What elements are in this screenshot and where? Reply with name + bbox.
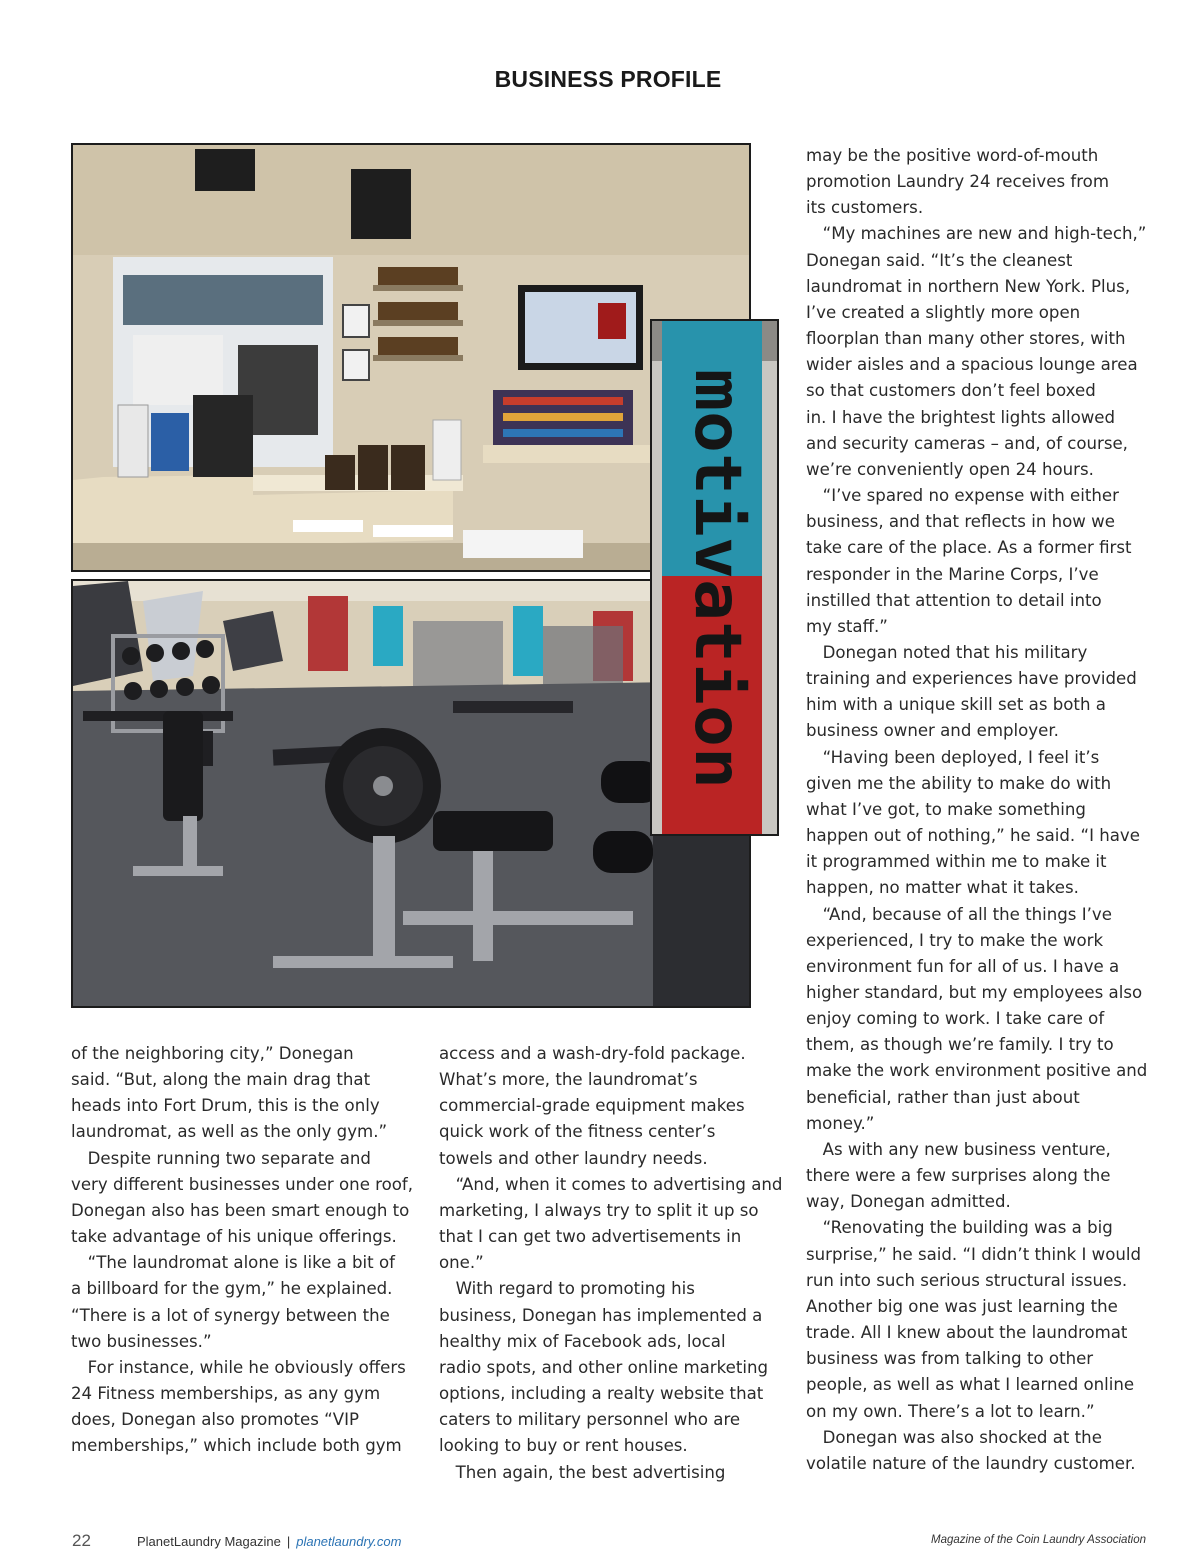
motivation-pillar-text: motivation [680, 369, 754, 755]
website-link[interactable]: planetlaundry.com [296, 1534, 402, 1549]
footer-tagline: Magazine of the Coin Laundry Association [930, 1534, 1146, 1546]
article-column-right: may be the positive word-of-mouth promotion Laundry 24 receives from its customers. “My machines are new and high-tech,” Donegan said. “It’s the cleanest laundromat in northern New York. Plus, I’ve created a slightly more open floorplan than many other stores, with wider aisles and a spacious lounge area so that customers don’t feel boxed in. I have the brightest lights allowed and security cameras – and, of course, we’re conveniently open 24 hours. “I’ve spared no expense with either business, and that reflects in how we take care of the place. As a former first responder in the Marine Corps, I’ve instilled that attention to detail into my staff.” Donegan noted that his military training and experiences have provided him with a unique skill set as both a business owner and employer. “Having been deployed, I feel it’s given me the ability to make do with what I’ve got, to make something happen out of nothing,” he said. “I have it programmed within me to make it happen, no matter what it takes. “And, because of all the things I’ve experienced, I try to make the work environment fun for all of us. I have a higher standard, but my employees also enjoy coming to work. I take care of them, as though we’re family. I try to make the work environment positive and beneficial, rather than just about money.” As with any new business venture, there were a few surprises along the way, Donegan admitted. “Renovating the building was a big surprise,” he said. “I didn’t think I would run into such serious structural issues. Another big one was just learning the trade. All I knew about the laundromat business was from talking to other people, as well as what I learned online on my own. There’s a lot to learn.” Donegan was also shocked at the volatile nature of the laundry customer. [806, 146, 1148, 1473]
article-column-middle: access and a wash-dry-fold package. What’s more, the laundromat’s commercial-grade equipment makes quick work of the fitness center’s towels and other laundry needs. “And, when it comes to advertising and marketing, I always try to split it up so that I can get two advertisements in one.” With regard to promoting his business, Donegan has implemented a healthy mix of Facebook ads, local radio spots, and other online marketing options, including a realty website that caters to military personnel who are looking to buy or rent houses. Then again, the best advertising [439, 1044, 783, 1482]
photo-gym-floor [71, 579, 751, 1008]
page-number: 22 [72, 1531, 91, 1550]
magazine-name: PlanetLaundry Magazine [137, 1534, 281, 1549]
photo-motivation-pillar [650, 319, 779, 836]
footer-separator: | [286, 1534, 291, 1549]
photo-gym-front-desk [71, 143, 751, 572]
footer-publication [137, 1534, 401, 1549]
section-title: BUSINESS PROFILE [494, 66, 722, 92]
article-column-left: of the neighboring city,” Donegan said. “But, along the main drag that heads into Fort Drum, this is the only laundromat, as well as the only gym.” Despite running two separate and very different businesses under one roof, Donegan also has been smart enough to take advantage of his unique offerings. “The laundromat alone is like a bit of a billboard for the gym,” he explained. “There is a lot of synergy between the two businesses.” For instance, while he obviously offers 24 Fitness memberships, as any gym does, Donegan also promotes “VIP memberships,” which include both gym [71, 1044, 414, 1456]
